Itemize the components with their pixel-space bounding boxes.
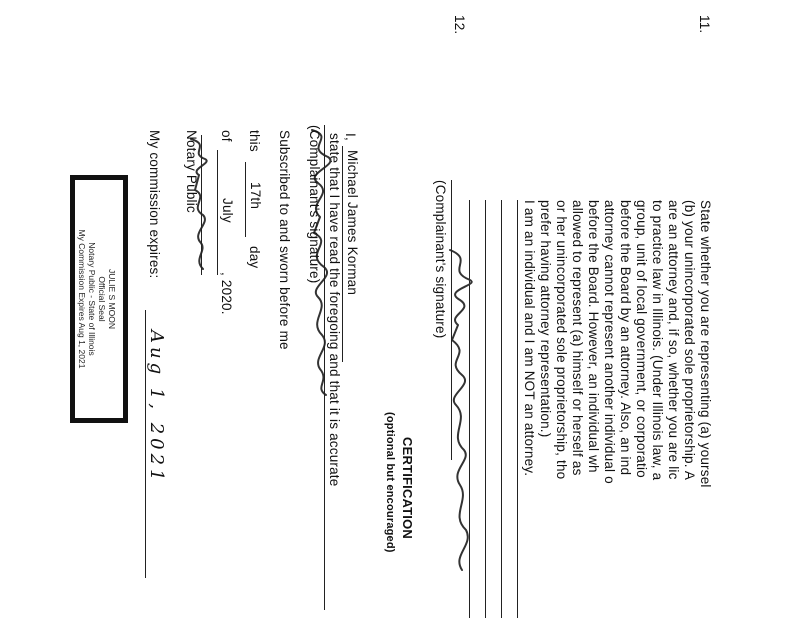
notary-signature-line [201, 135, 202, 275]
certification-line-1-prefix: I, [343, 133, 358, 141]
month-blank-line [217, 150, 218, 275]
day-label: day [247, 246, 262, 269]
sworn-statement: Subscribed to and sworn before me [277, 130, 292, 350]
item-11-line: attorney cannot represent another individual o [602, 200, 617, 484]
commission-expires-value: Aug 1, 2021 [146, 330, 167, 485]
item-11-line: prefer having attorney representation.) [538, 200, 553, 438]
commission-expires-label: My commission expires: [147, 130, 162, 279]
item-12-number: 12. [452, 15, 467, 35]
this-label: this [247, 130, 262, 152]
seal-line: My Commission Expires Aug 1, 2021 [77, 229, 87, 369]
item-12-signature-label: (Complainant's signature) [433, 180, 448, 339]
answer-blank-line [501, 200, 502, 618]
item-11-line: group, unit of local government, or corporatio [634, 200, 649, 478]
item-11-line: are an attorney and, if so, whether you are lic [666, 200, 681, 480]
certification-signature-label: (Complainant's signature) [307, 125, 322, 284]
certification-subtitle: (optional but encouraged) [384, 412, 396, 553]
certifier-name-line [342, 146, 343, 362]
item-11-line: State whether you are representing (a) yoursel [698, 200, 713, 488]
item-11-line: or her unincorporated sole proprietorship, tho [554, 200, 569, 480]
seal-line: Official Seal [97, 276, 107, 322]
notary-seal [70, 175, 128, 423]
of-label: of [219, 130, 234, 142]
item-11-line: before the Board. However, an individual wh [586, 200, 601, 473]
certifier-name: Michael James Korman [345, 150, 360, 296]
certification-title: CERTIFICATION [400, 437, 415, 540]
answer-blank-line [485, 200, 486, 618]
day-value: 17th [248, 182, 263, 210]
certification-statement: state that I have read the foregoing and that it is accurate [327, 133, 342, 487]
item-11-line: before the Board by an attorney. Also, an ind [618, 200, 633, 476]
day-blank-line [245, 162, 246, 237]
seal-line: JULIE S MOON [107, 269, 117, 329]
item-11-number: 11. [697, 15, 712, 34]
month-value: July [220, 198, 235, 223]
item-11-line: allowed to represent (a) himself or herself as [570, 200, 585, 476]
seal-line: Notary Public - State of Illinois [87, 242, 97, 356]
answer-blank-line [517, 200, 518, 618]
year-value: , 2020. [219, 272, 234, 315]
notary-public-label: Notary Public [184, 130, 199, 213]
item-11-line: to practice law in Illinois. (Under Illinois law, a [650, 200, 665, 481]
certification-signature-line [324, 125, 325, 610]
item-11-line: (b) your unincorporated sole proprietorship. A [682, 200, 697, 481]
item-12-signature-line [451, 180, 452, 460]
item-11-answer: I am an individual and I am NOT an attorney. [522, 200, 537, 477]
